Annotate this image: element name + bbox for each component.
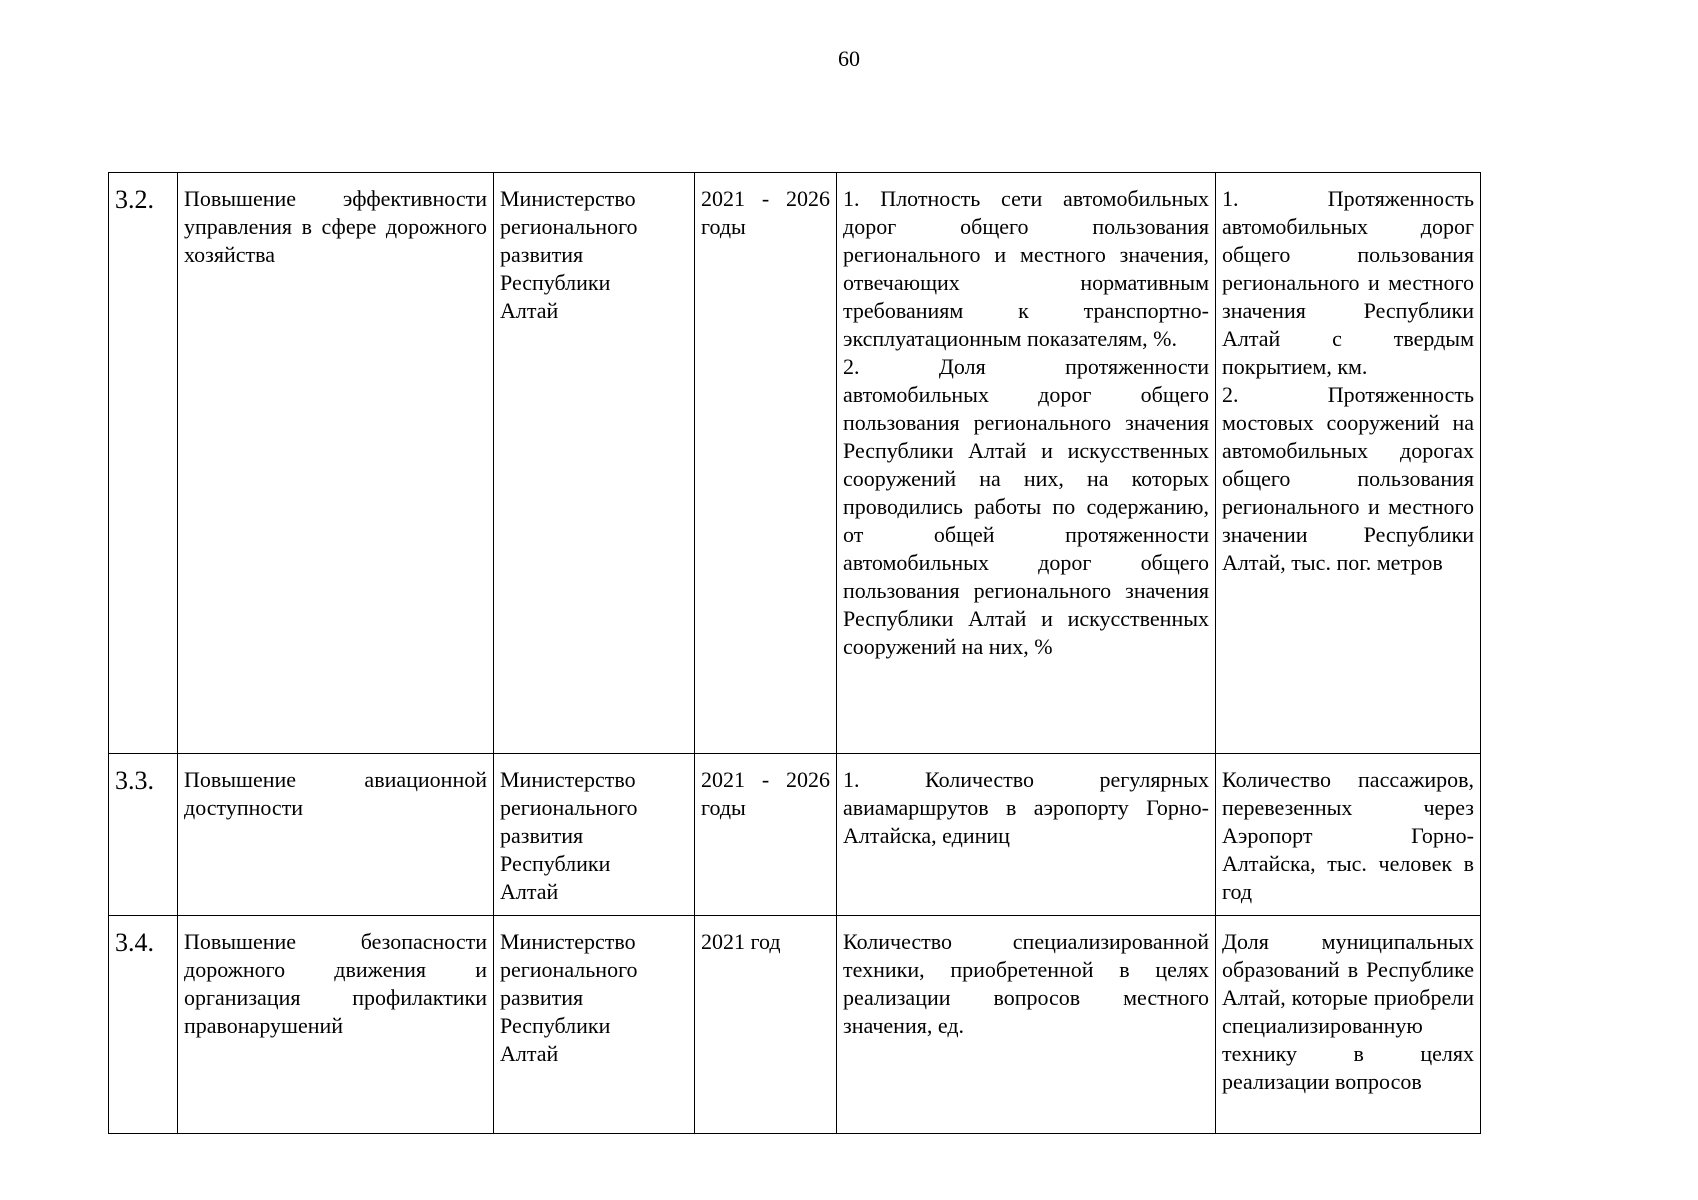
page-number: 60 (838, 46, 860, 71)
table-row (109, 916, 1481, 1134)
measure-name: Повышение безопасности дорожного движения и организация профилактики правонарушений (178, 916, 494, 1134)
implementation-period: 2021 - 2026 годы (695, 173, 837, 754)
results-cell (1216, 173, 1481, 754)
row-number: 3.2. (109, 173, 178, 754)
row-number: 3.3. (109, 754, 178, 916)
indicators-cell (837, 173, 1216, 754)
indicator-item: Количество специализированной техники, приобретенной в целях реализации вопросов местного значения, ед. (843, 929, 1209, 1038)
table-row (109, 754, 1481, 916)
executor-line: Республики (500, 270, 611, 295)
executor-line: Министерство (500, 186, 636, 211)
executor-line: регионального (500, 795, 638, 820)
executor-line: Министерство (500, 929, 636, 954)
indicator-item: 1. Количество регулярных авиамаршрутов в аэропорту Горно-Алтайска, единиц (843, 767, 1209, 848)
result-item: 2. Протяженность мостовых сооружений на автомобильных дорогах общего пользования регионального и местного значении Республики Алтай, тыс. пог. метров (1222, 382, 1474, 575)
responsible-executor (494, 754, 695, 916)
executor-line: Алтай (500, 879, 559, 904)
result-item: Количество пассажиров, перевезенных через Аэропорт Горно-Алтайска, тыс. человек в год (1222, 767, 1474, 904)
responsible-executor (494, 916, 695, 1134)
indicators-cell (837, 754, 1216, 916)
implementation-period: 2021 год (695, 916, 837, 1134)
indicators-cell (837, 916, 1216, 1134)
executor-line: регионального (500, 214, 638, 239)
executor-line: регионального (500, 957, 638, 982)
executor-line: Республики (500, 851, 611, 876)
responsible-executor (494, 173, 695, 754)
indicator-item: 2. Доля протяженности автомобильных дорог общего пользования регионального значения Республики Алтай и искусственных сооружений на них, на которых проводились работы по содержанию, от общей протяженности автомобильных дорог общего пользования регионального значения Республики Алтай и искусственных сооружений на них, % (843, 354, 1209, 659)
result-item: 1. Протяженность автомобильных дорог общего пользования регионального и местного значения Республики Алтай с твердым покрытием, км. (1222, 186, 1474, 379)
result-item: Доля муниципальных образований в Республике Алтай, которые приобрели специализированную технику в целях реализации вопросов (1222, 929, 1474, 1094)
executor-line: Министерство (500, 767, 636, 792)
indicator-item: 1. Плотность сети автомобильных дорог общего пользования регионального и местного значения, отвечающих нормативным требованиям к транспортно-эксплуатационным показателям, %. (843, 186, 1209, 351)
executor-line: Алтай (500, 298, 559, 323)
program-measures-table (108, 172, 1481, 1134)
table-row (109, 173, 1481, 754)
executor-line: развития (500, 985, 584, 1010)
executor-line: развития (500, 823, 584, 848)
measure-name: Повышение авиационной доступности (178, 754, 494, 916)
results-cell (1216, 916, 1481, 1134)
executor-line: развития (500, 242, 584, 267)
implementation-period: 2021 - 2026 годы (695, 754, 837, 916)
executor-line: Алтай (500, 1041, 559, 1066)
executor-line: Республики (500, 1013, 611, 1038)
measure-name: Повышение эффективности управления в сфере дорожного хозяйства (178, 173, 494, 754)
results-cell (1216, 754, 1481, 916)
row-number: 3.4. (109, 916, 178, 1134)
